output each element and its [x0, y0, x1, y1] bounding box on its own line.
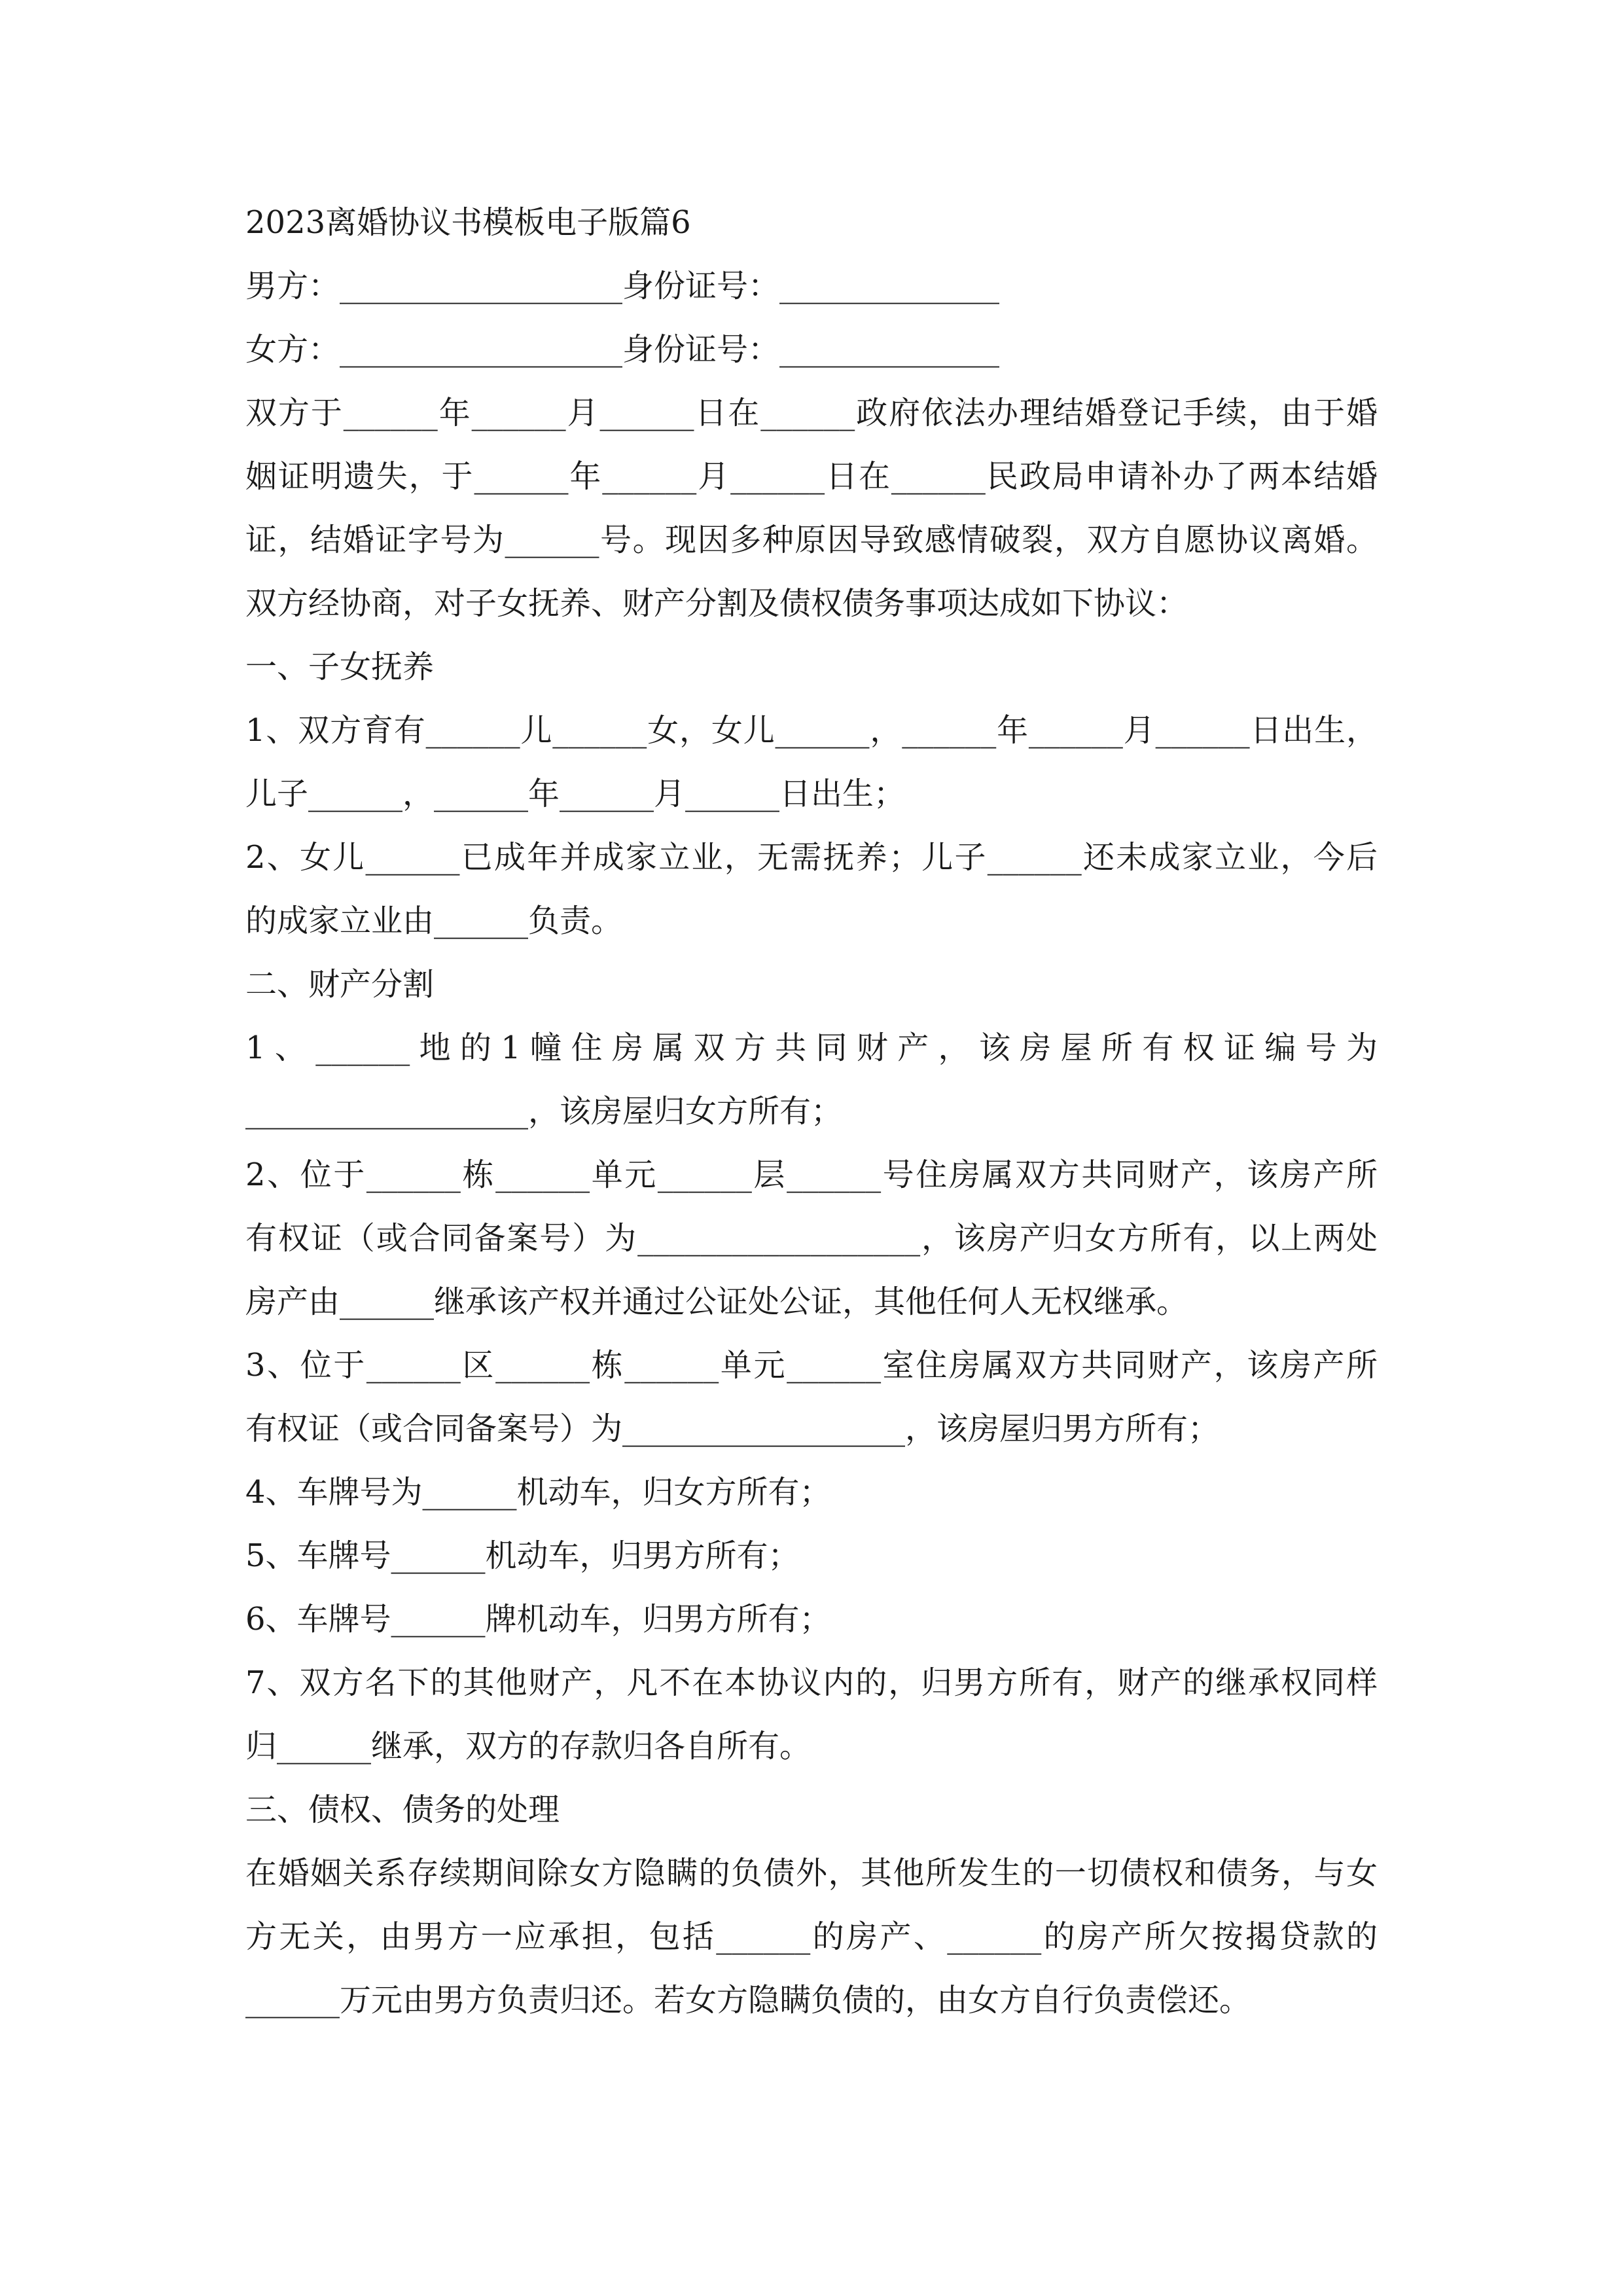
- paragraph-line: 有权证（或合同备案号）为__________________，该房屋归男方所有；: [245, 1410, 1220, 1447]
- paragraph-line: 6、车牌号______牌机动车，归男方所有；: [245, 1601, 831, 1638]
- paragraph-line: 儿子______，______年______月______日出生；: [245, 776, 906, 812]
- section-heading: 三、债权、债务的处理: [245, 1791, 560, 1828]
- paragraph-line: 5、车牌号______机动车，归男方所有；: [245, 1537, 800, 1574]
- paragraph-line: 4、车牌号为______机动车，归女方所有；: [245, 1474, 831, 1511]
- paragraph-line: 2、位于______栋______单元______层______号住房属双方共同财产，该房产所: [245, 1157, 1378, 1193]
- male-party-line: 男方：__________________身份证号：______________: [245, 268, 1000, 304]
- paragraph-line: 7、双方名下的其他财产，凡不在本协议内的，归男方所有，财产的继承权同样: [245, 1664, 1378, 1701]
- paragraph-line: 在婚姻关系存续期间除女方隐瞒的负债外，其他所发生的一切债权和债务，与女: [245, 1855, 1378, 1892]
- paragraph-line: 双方于______年______月______日在______政府依法办理结婚登记手续，由于婚: [245, 395, 1378, 431]
- document-title: 2023离婚协议书模板电子版篇6: [245, 204, 691, 241]
- paragraph-line: 证，结婚证字号为______号。现因多种原因导致感情破裂，双方自愿协议离婚。: [245, 522, 1378, 558]
- paragraph-line: 3、位于______区______栋______单元______室住房属双方共同财产，该房产所: [245, 1347, 1378, 1384]
- paragraph-line: ______万元由男方负责归还。若女方隐瞒负债的，由女方自行负责偿还。: [245, 1982, 1251, 2018]
- paragraph-line: 双方经协商，对子女抚养、财产分割及债权债务事项达成如下协议：: [245, 585, 1188, 622]
- paragraph-line: 方无关，由男方一应承担，包括______的房产、______的房产所欠按揭贷款的: [245, 1918, 1378, 1955]
- paragraph-line: 归______继承，双方的存款归各自所有。: [245, 1728, 812, 1765]
- paragraph-line: 1、双方育有______儿______女，女儿______，______年______月______日出生，: [245, 712, 1378, 749]
- paragraph-line: 有权证（或合同备案号）为__________________，该房产归女方所有，以上两处: [245, 1220, 1378, 1257]
- paragraph-line: 姻证明遗失，于______年______月______日在______民政局申请补办了两本结婚: [245, 458, 1378, 495]
- paragraph-line: __________________，该房屋归女方所有；: [245, 1093, 843, 1130]
- paragraph-line: 的成家立业由______负责。: [245, 903, 623, 939]
- paragraph-line: 房产由______继承该产权并通过公证处公证，其他任何人无权继承。: [245, 1283, 1188, 1320]
- section-heading: 二、财产分割: [245, 966, 435, 1003]
- section-heading: 一、子女抚养: [245, 649, 435, 685]
- paragraph-line: 1、______地的1幢住房属双方共同财产，该房屋所有权证编号为: [245, 1030, 1378, 1066]
- paragraph-line: 2、女儿______已成年并成家立业，无需抚养；儿子______还未成家立业，今后: [245, 839, 1378, 876]
- female-party-line: 女方：__________________身份证号：______________: [245, 331, 1000, 368]
